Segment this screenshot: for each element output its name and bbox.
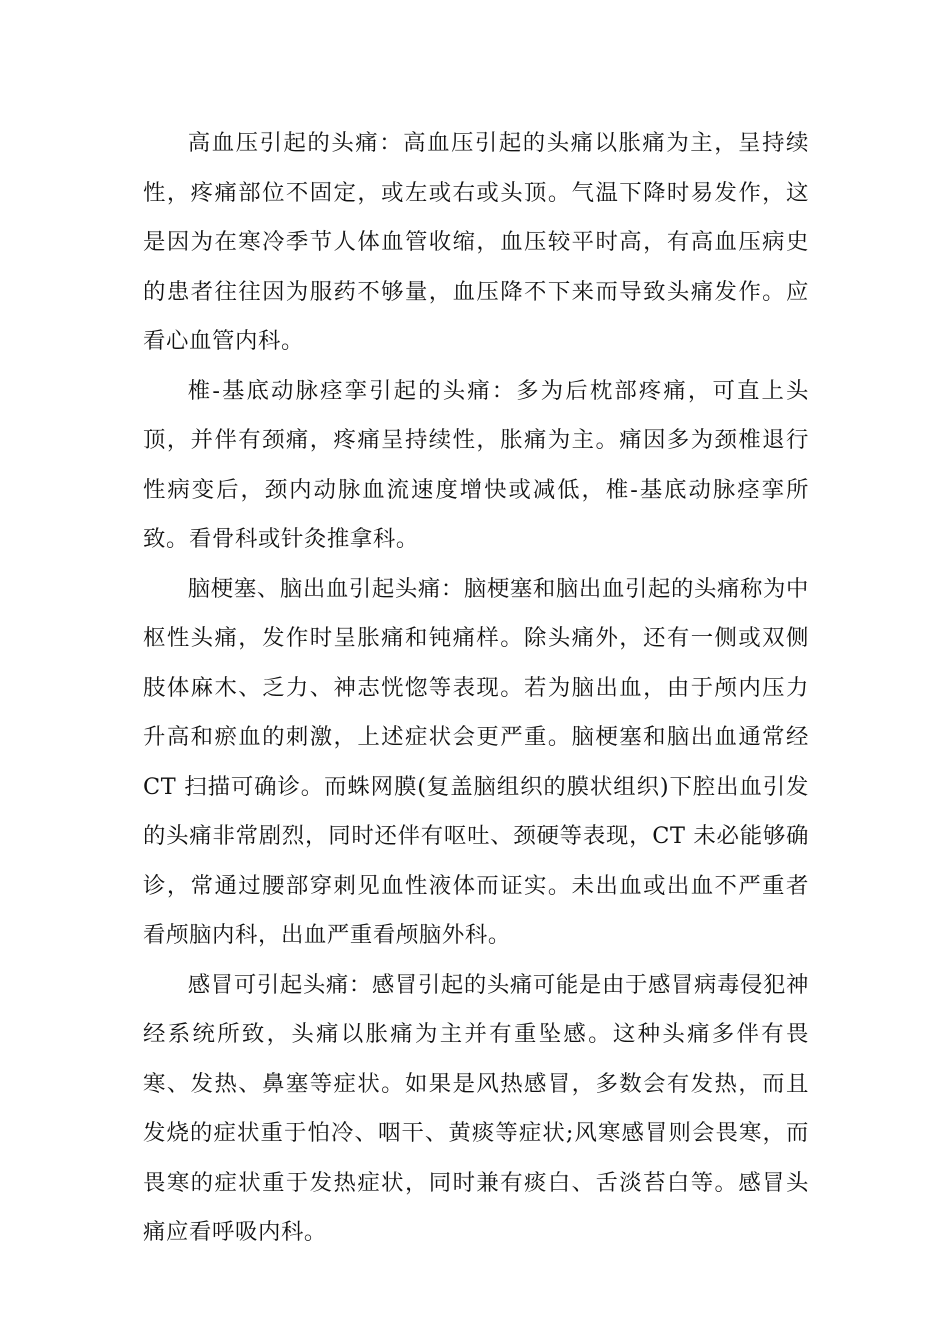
paragraph-vertebrobasilar-headache: 椎-基底动脉痉挛引起的头痛：多为后枕部疼痛，可直上头顶，并伴有颈痛，疼痛呈持续性，胀痛为主。痛因多为颈椎退行性病变后，颈内动脉血流速度增快或减低，椎-基底动脉痉挛所致。看骨科或针灸推拿科。 xyxy=(143,377,809,552)
document-body xyxy=(143,119,809,1258)
paragraph-hypertension-headache: 高血压引起的头痛：高血压引起的头痛以胀痛为主，呈持续性，疼痛部位不固定，或左或右或头顶。气温下降时易发作，这是因为在寒冷季节人体血管收缩，血压较平时高，有高血压病史的患者往往因为服药不够量，血压降不下来而导致头痛发作。应看心血管内科。 xyxy=(143,130,809,354)
paragraph-stroke-headache: 脑梗塞、脑出血引起头痛：脑梗塞和脑出血引起的头痛称为中枢性头痛，发作时呈胀痛和钝痛样。除头痛外，还有一侧或双侧肢体麻木、乏力、神志恍惚等表现。若为脑出血，由于颅内压力升高和瘀血的刺激，上述症状会更严重。脑梗塞和脑出血通常经 CT 扫描可确诊。而蛛网膜(复盖脑组织的膜状组织)下腔出血引发的头痛非常剧烈，同时还伴有呕吐、颈硬等表现，CT 未必能够确诊，常通过腰部穿刺见血性液体而证实。未出血或出血不严重者看颅脑内科，出血严重看颅脑外科。 xyxy=(143,575,809,948)
paragraph-cold-headache: 感冒可引起头痛：感冒引起的头痛可能是由于感冒病毒侵犯神经系统所致，头痛以胀痛为主并有重坠感。这种头痛多伴有畏寒、发热、鼻塞等症状。如果是风热感冒，多数会有发热，而且发烧的症状重于怕冷、咽干、黄痰等症状;风寒感冒则会畏寒，而畏寒的症状重于发热症状，同时兼有痰白、舌淡苔白等。感冒头痛应看呼吸内科。 xyxy=(143,971,809,1245)
